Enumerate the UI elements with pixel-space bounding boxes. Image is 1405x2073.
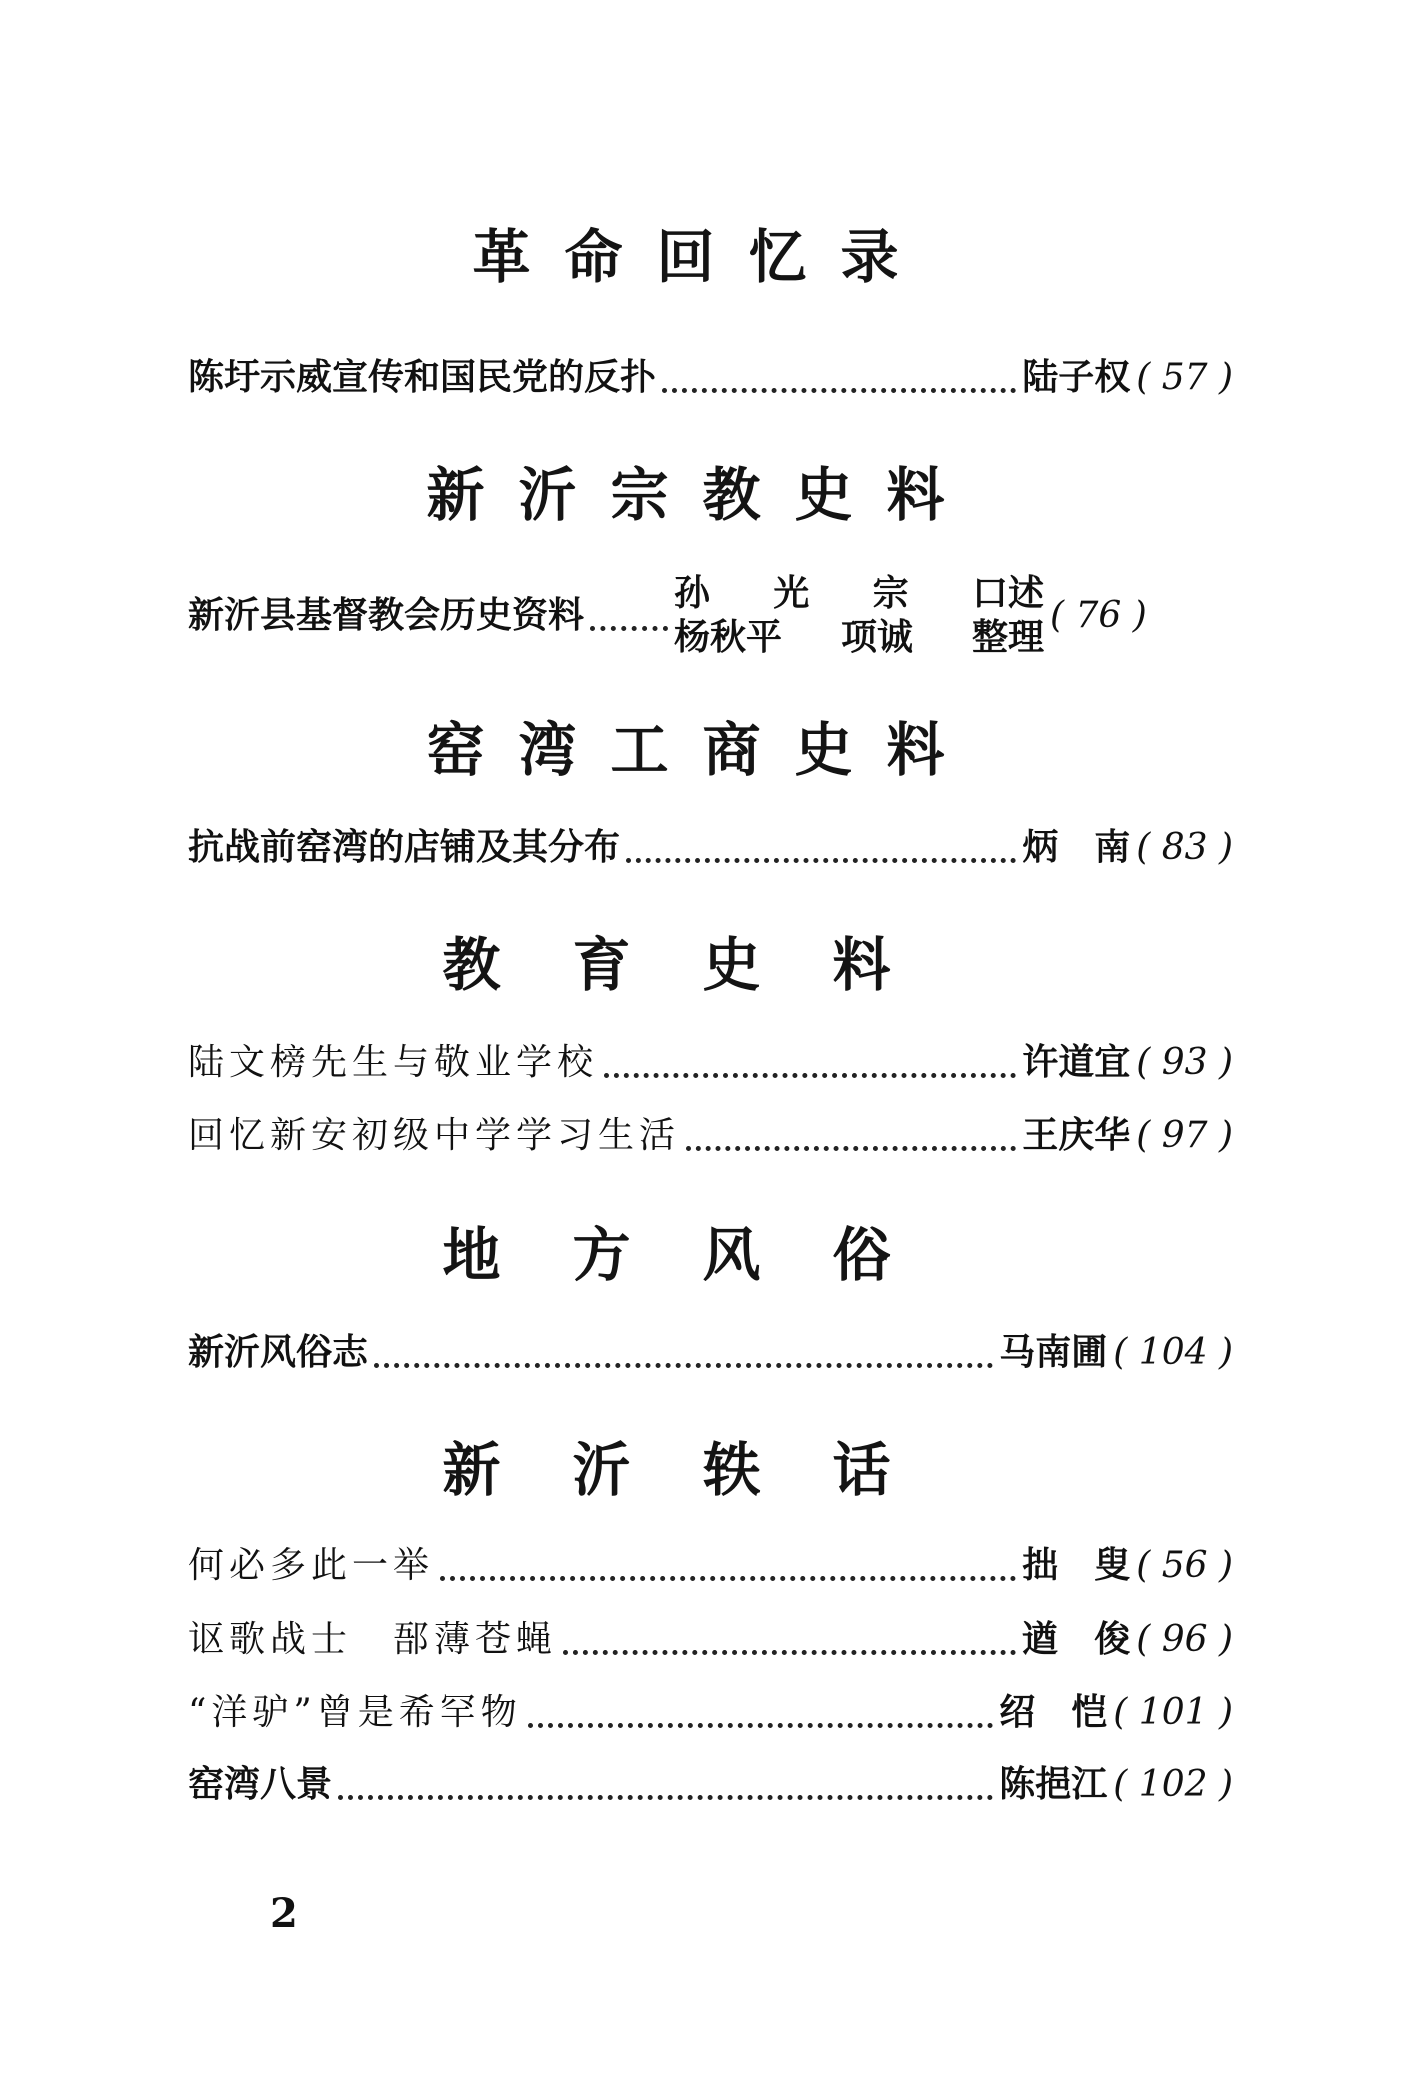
section-title-commerce: 窑湾工商史料 <box>426 716 979 784</box>
section-title-education: 教育史料 <box>442 931 963 999</box>
entry-page: ( 104 ) <box>1113 1332 1233 1373</box>
dot-leader <box>563 1646 1016 1655</box>
toc-entry[interactable] <box>188 1612 1233 1668</box>
entry-page: ( 93 ) <box>1136 1042 1233 1083</box>
toc-entry[interactable] <box>188 1757 1233 1813</box>
entry-title: 陈圩示威宣传和国民党的反扑 <box>188 357 657 398</box>
entry-author: 王庆华 <box>1022 1115 1131 1156</box>
entry-page: ( 97 ) <box>1136 1115 1233 1156</box>
toc-entry[interactable] <box>188 1035 1233 1091</box>
author-role: 口述 <box>972 573 1045 614</box>
entry-author: 马南圃 <box>999 1332 1108 1373</box>
dot-leader <box>686 1142 1016 1151</box>
entry-page: ( 83 ) <box>1136 827 1233 868</box>
dot-leader <box>374 1359 993 1368</box>
entry-title: 陆文榜先生与敬业学校 <box>188 1042 599 1083</box>
toc-entry[interactable] <box>188 568 1233 664</box>
entry-title: 抗战前窑湾的店铺及其分布 <box>188 827 621 868</box>
author-line-1 <box>674 572 1044 616</box>
toc-entry[interactable] <box>188 1538 1233 1594</box>
dot-leader <box>440 1572 1016 1581</box>
entry-title: 回忆新安初级中学学习生活 <box>188 1115 681 1156</box>
dot-leader <box>626 854 1016 863</box>
toc-entry[interactable] <box>188 1325 1233 1381</box>
entry-author-stack <box>674 572 1044 660</box>
entry-author: 炳 南 <box>1022 827 1131 868</box>
entry-title: 何必多此一举 <box>188 1545 435 1586</box>
entry-title: 新沂县基督教会历史资料 <box>188 595 585 636</box>
author-char: 宗 <box>872 573 909 614</box>
entry-author: 陆子权 <box>1022 357 1131 398</box>
entry-page: ( 101 ) <box>1113 1692 1233 1733</box>
entry-page: ( 76 ) <box>1050 595 1147 636</box>
entry-author: 遒 俊 <box>1022 1619 1131 1660</box>
section-title-religion: 新沂宗教史料 <box>426 461 979 529</box>
entry-author: 许道宜 <box>1022 1042 1131 1083</box>
author-char: 孙 <box>674 573 711 614</box>
toc-entry[interactable] <box>188 1685 1233 1741</box>
entry-page: ( 96 ) <box>1136 1619 1233 1660</box>
page-number: 2 <box>270 1890 298 1937</box>
entry-author: 陈挹江 <box>999 1764 1108 1805</box>
section-title-customs: 地方风俗 <box>442 1221 963 1289</box>
entry-page: ( 56 ) <box>1136 1545 1233 1586</box>
entry-author: 拙 叟 <box>1022 1545 1131 1586</box>
dot-leader <box>528 1719 993 1728</box>
entry-title: 窑湾八景 <box>188 1764 333 1805</box>
toc-entry[interactable] <box>188 820 1233 876</box>
dot-leader <box>662 384 1016 393</box>
entry-title: 讴歌战士 郚薄苍蝇 <box>188 1619 558 1660</box>
author-name: 杨秋平 <box>674 617 783 658</box>
author-char: 光 <box>773 573 810 614</box>
entry-author: 绍 恺 <box>999 1692 1108 1733</box>
entry-title: “洋驴”曾是希罕物 <box>188 1692 522 1733</box>
author-line-2 <box>674 616 1044 660</box>
toc-entry[interactable] <box>188 1108 1233 1164</box>
entry-title: 新沂风俗志 <box>188 1332 369 1373</box>
author-name: 项诚 <box>841 617 914 658</box>
entry-page: ( 57 ) <box>1136 357 1233 398</box>
dot-leader <box>338 1791 993 1800</box>
dot-leader <box>590 622 668 631</box>
entry-page: ( 102 ) <box>1113 1764 1233 1805</box>
dot-leader <box>604 1069 1016 1078</box>
section-title-revolution-memoirs: 革命回忆录 <box>472 223 933 291</box>
author-role: 整理 <box>971 617 1044 658</box>
section-title-anecdotes: 新沂轶话 <box>442 1436 963 1504</box>
toc-entry[interactable] <box>188 350 1233 406</box>
